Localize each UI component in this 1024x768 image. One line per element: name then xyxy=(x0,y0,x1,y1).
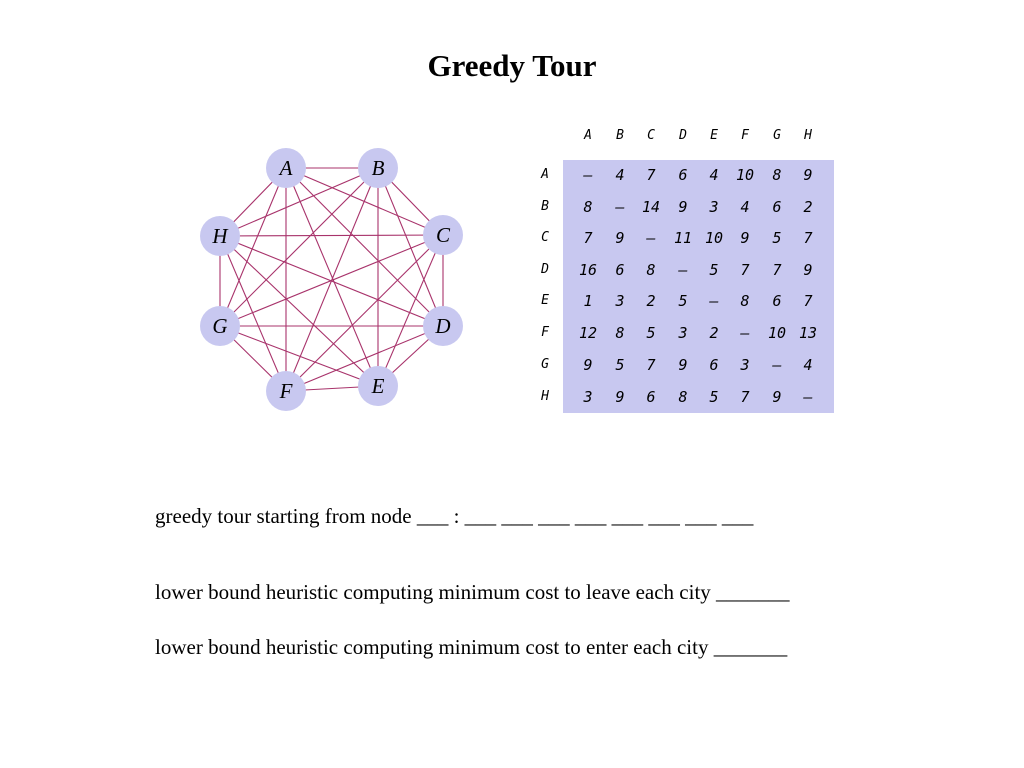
matrix-cell: 7 xyxy=(803,292,813,310)
node-C xyxy=(423,215,463,255)
matrix-cell: 8 xyxy=(615,324,625,342)
matrix-cell: – xyxy=(678,261,688,279)
row-header-B: B xyxy=(541,199,549,214)
matrix-cell: – xyxy=(615,198,625,216)
matrix-cell: 2 xyxy=(803,198,813,216)
matrix-cell: 9 xyxy=(678,356,688,374)
matrix-cell: – xyxy=(772,356,782,374)
matrix-cell: 9 xyxy=(615,388,625,406)
matrix-cell: 5 xyxy=(772,229,782,247)
matrix-cell: 4 xyxy=(709,166,719,184)
matrix-cell: 10 xyxy=(704,229,724,247)
matrix-cell: 2 xyxy=(709,324,719,342)
matrix-cell: 7 xyxy=(583,229,593,247)
node-A xyxy=(266,148,306,188)
matrix-cell: 16 xyxy=(578,261,598,279)
matrix-cell: 9 xyxy=(583,356,593,374)
matrix-cell: 7 xyxy=(740,388,750,406)
node-label: D xyxy=(435,314,451,338)
matrix-cell: 6 xyxy=(615,261,625,279)
column-header-F: F xyxy=(741,128,749,143)
matrix-cell: 9 xyxy=(803,166,813,184)
node-label: A xyxy=(279,156,293,180)
column-header-D: D xyxy=(679,128,687,143)
matrix-cell: 3 xyxy=(678,324,688,342)
matrix-cell: 8 xyxy=(772,166,782,184)
node-D xyxy=(423,306,463,346)
matrix-cell: 6 xyxy=(772,292,782,310)
row-header-C: C xyxy=(541,230,549,245)
graph-edges xyxy=(220,168,443,391)
edge-B-G xyxy=(220,168,378,326)
edge-C-F xyxy=(286,235,443,391)
edge-E-H xyxy=(220,236,378,386)
matrix-cell: 8 xyxy=(646,261,656,279)
node-label: C xyxy=(435,223,451,247)
matrix-cell: 5 xyxy=(709,388,719,406)
matrix-cell: 8 xyxy=(583,198,593,216)
matrix-cell: – xyxy=(740,324,750,342)
matrix-cell: 6 xyxy=(709,356,719,374)
node-E xyxy=(358,366,398,406)
matrix-cell: 13 xyxy=(798,324,818,342)
matrix-cell: 5 xyxy=(709,261,719,279)
matrix-cell: – xyxy=(646,229,656,247)
matrix-cell: 3 xyxy=(709,198,719,216)
row-header-H: H xyxy=(541,389,549,404)
slide-title: Greedy Tour xyxy=(427,48,597,83)
matrix-cell: 9 xyxy=(772,388,782,406)
column-header-A: A xyxy=(584,128,592,143)
matrix-cell: 5 xyxy=(678,292,688,310)
matrix-cell: 10 xyxy=(767,324,787,342)
row-header-G: G xyxy=(541,357,549,372)
matrix-cell: 5 xyxy=(646,324,656,342)
matrix-cell: 6 xyxy=(646,388,656,406)
lower-bound-leave-question: lower bound heuristic computing minimum cost to leave each city _______ xyxy=(155,580,790,604)
matrix-cell: – xyxy=(583,166,593,184)
matrix-cell: 6 xyxy=(772,198,782,216)
column-header-C: C xyxy=(647,128,655,143)
matrix-cell: 8 xyxy=(678,388,688,406)
row-header-F: F xyxy=(541,325,549,340)
matrix-cell: 8 xyxy=(740,292,750,310)
edge-A-D xyxy=(286,168,443,326)
matrix-cell: 9 xyxy=(615,229,625,247)
node-label: B xyxy=(371,156,385,180)
matrix-cell: 3 xyxy=(740,356,750,374)
matrix-cell: 12 xyxy=(578,324,598,342)
row-header-A: A xyxy=(541,167,549,182)
matrix-cell: 9 xyxy=(740,229,750,247)
matrix-cell: 7 xyxy=(740,261,750,279)
matrix-cell: 3 xyxy=(583,388,593,406)
matrix-cell: 7 xyxy=(803,229,813,247)
node-label: E xyxy=(371,374,385,398)
matrix-cell: 7 xyxy=(646,356,656,374)
row-header-E: E xyxy=(541,293,549,308)
matrix-cell: 14 xyxy=(641,198,661,216)
node-label: H xyxy=(212,224,228,248)
matrix-cell: 7 xyxy=(772,261,782,279)
matrix-cell: 4 xyxy=(740,198,750,216)
matrix-cell: 4 xyxy=(615,166,625,184)
row-header-D: D xyxy=(541,262,549,277)
node-B xyxy=(358,148,398,188)
column-header-B: B xyxy=(616,128,624,143)
edge-C-H xyxy=(220,235,443,236)
distance-matrix-background xyxy=(563,160,834,413)
matrix-cell: – xyxy=(709,292,719,310)
lower-bound-enter-question: lower bound heuristic computing minimum cost to enter each city _______ xyxy=(155,635,788,659)
matrix-cell: 9 xyxy=(803,261,813,279)
node-H xyxy=(200,216,240,256)
node-label: G xyxy=(212,314,228,338)
matrix-cell: 6 xyxy=(678,166,688,184)
node-label: F xyxy=(279,379,293,403)
matrix-cell: – xyxy=(803,388,813,406)
node-G xyxy=(200,306,240,346)
column-header-H: H xyxy=(804,128,812,143)
matrix-cell: 11 xyxy=(673,229,693,247)
matrix-cell: 5 xyxy=(615,356,625,374)
matrix-cell: 9 xyxy=(678,198,688,216)
column-header-G: G xyxy=(773,128,781,143)
complete-graph-diagram xyxy=(190,140,480,420)
node-F xyxy=(266,371,306,411)
greedy-tour-question: greedy tour starting from node ___ : ___ ___ ___ ___ ___ ___ ___ ___ xyxy=(155,504,754,528)
matrix-cell: 2 xyxy=(646,292,656,310)
matrix-cell: 3 xyxy=(615,292,625,310)
matrix-cell: 10 xyxy=(735,166,755,184)
matrix-cell: 7 xyxy=(646,166,656,184)
column-header-E: E xyxy=(710,128,718,143)
matrix-cell: 1 xyxy=(583,292,593,310)
matrix-cell: 4 xyxy=(803,356,813,374)
